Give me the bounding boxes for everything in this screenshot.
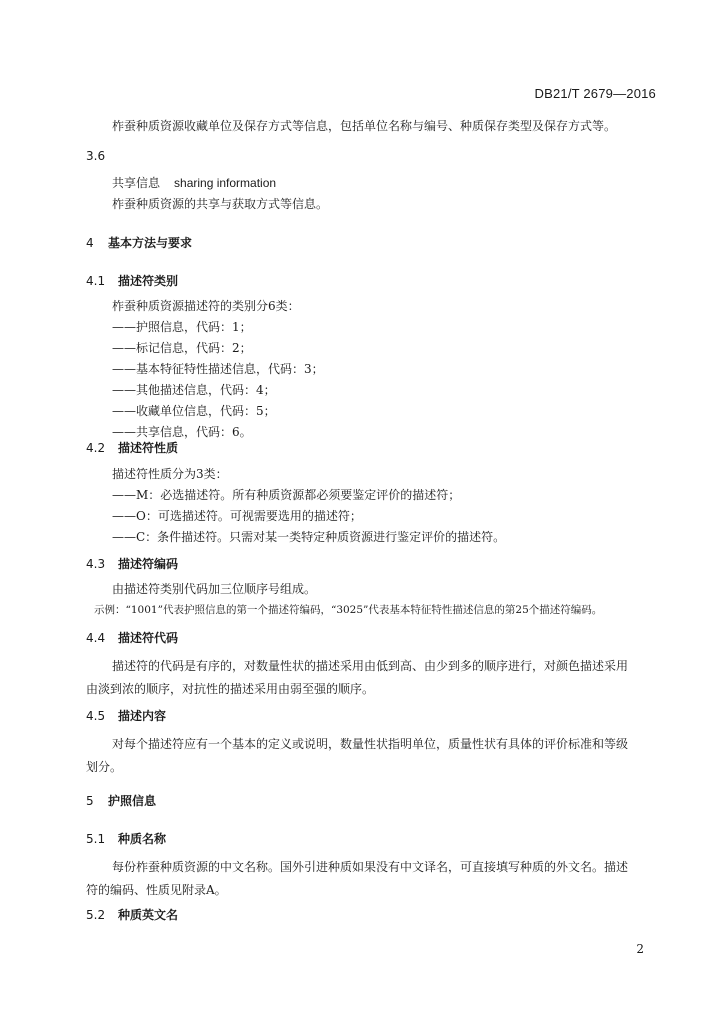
heading [0,905,724,926]
section-5-heading [0,791,724,812]
list-item: ——基本特征特性描述信息，代码：3； [112,362,324,376]
list-item: ——护照信息，代码：1； [112,320,252,334]
heading [0,706,724,727]
heading-number: 4.3 [86,557,106,571]
paragraph: 描述符性质分为3类： [112,467,228,481]
clause-number: 3.6 [86,149,106,163]
section-5-2 [0,905,724,926]
heading-title: 种质英文名 [118,908,179,922]
paragraph: 每份柞蚕种质资源的中文名称。国外引进种质如果没有中文译名，可直接填写种质的外文名。描述符的编码、性质见附录A。 [86,860,629,897]
section-3-5-continuation [0,116,724,137]
heading-number: 5 [86,794,94,808]
heading-title: 描述符类别 [118,274,179,288]
example-note: 示例：“1001”代表护照信息的第一个描述符编码，“3025”代表基本特征特性描述信息的第25个描述符编码。 [94,604,603,616]
heading-title: 描述符编码 [118,557,179,571]
term-english: sharing information [174,176,277,190]
heading-number: 5.2 [86,908,106,922]
heading-number: 5.1 [86,832,106,846]
heading [0,271,724,292]
section-4-3-body [0,579,724,621]
heading-title: 描述符性质 [118,441,179,455]
list-item: ——收藏单位信息，代码：5； [112,404,276,418]
heading [0,554,724,575]
section-5-1 [0,829,724,850]
list-item: ——M：必选描述符。所有种质资源都必须要鉴定评价的描述符； [112,488,461,502]
heading [0,438,724,459]
section-4-1 [0,271,724,292]
heading [0,791,724,812]
list-item: ——其他描述信息，代码：4； [112,383,276,397]
heading-number: 4 [86,236,94,250]
term-line [0,173,724,194]
section-4-4-body [0,655,724,701]
paragraph: 柞蚕种质资源描述符的类别分6类： [112,299,300,313]
heading-title: 描述符代码 [118,631,179,645]
heading-title: 护照信息 [108,794,157,808]
heading [0,628,724,649]
heading-number: 4.4 [86,631,106,645]
section-4-4 [0,628,724,649]
section-3-6 [0,146,724,167]
list-item: ——O：可选描述符。可视需要选用的描述符； [112,509,362,523]
section-4-1-body [0,296,724,443]
heading-number: 4.1 [86,274,106,288]
heading [0,829,724,850]
heading-title: 基本方法与要求 [108,236,193,250]
heading [0,233,724,254]
section-5-1-body [0,856,724,902]
term-definition: 柞蚕种质资源的共享与获取方式等信息。 [112,197,329,211]
list-item: ——C：条件描述符。只需对某一类特定种质资源进行鉴定评价的描述符。 [112,530,506,544]
section-4-heading [0,233,724,254]
heading-number: 4.5 [86,709,106,723]
paragraph: 描述符的代码是有序的，对数量性状的描述采用由低到高、由少到多的顺序进行，对颜色描述采用由淡到浓的顺序，对抗性的描述采用由弱至强的顺序。 [86,659,629,696]
section-4-5-body [0,733,724,779]
page-number: 2 [636,942,644,956]
heading-number: 4.2 [86,441,106,455]
list-item: ——共享信息，代码：6。 [112,425,252,439]
term-chinese: 共享信息 [112,176,161,190]
standard-code: DB21/T 2679—2016 [534,86,656,101]
section-4-2-body [0,464,724,548]
section-4-5 [0,706,724,727]
paragraph: 对每个描述符应有一个基本的定义或说明，数量性状指明单位，质量性状有具体的评价标准和等级划分。 [86,737,629,774]
paragraph: 由描述符类别代码加三位顺序号组成。 [112,582,317,596]
section-4-3 [0,554,724,575]
paragraph: 柞蚕种质资源收藏单位及保存方式等信息，包括单位名称与编号、种质保存类型及保存方式等。 [112,119,617,133]
list-item: ——标记信息，代码：2； [112,341,252,355]
section-4-2 [0,438,724,459]
term-entry [0,173,724,215]
heading-title: 描述内容 [118,709,167,723]
heading-title: 种质名称 [118,832,167,846]
